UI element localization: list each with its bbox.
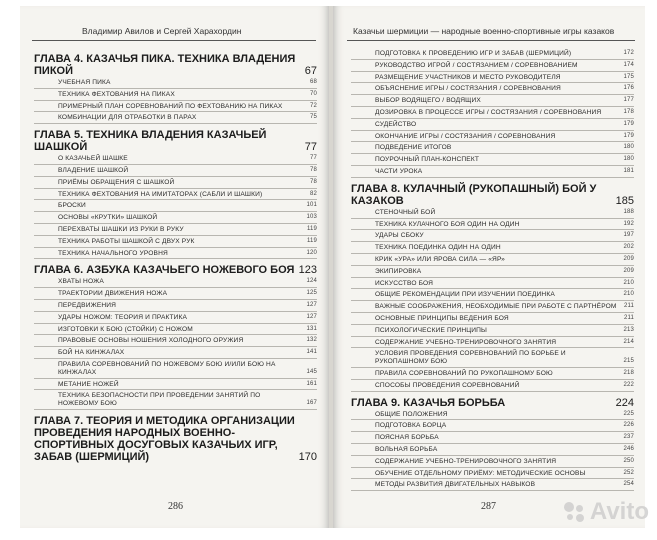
toc-entry-title: ПОДВЕДЕНИЕ ИТОГОВ [375,144,452,152]
toc-entry-page: 209 [623,255,634,262]
toc-entry-page: 131 [306,325,317,332]
toc-entry-title: ПРАВИЛА СОРЕВНОВАНИЙ ПО НОЖЕВОМУ БОЮ И/ИЛИ БОЮ НА КИНЖАЛАХ [58,360,276,376]
avito-watermark [564,498,649,526]
toc-entry-title: ОСНОВЫ «КРУТКИ» ШАШКОЙ [58,214,158,222]
toc-entry-page: 237 [623,434,634,441]
toc-entry-page: 252 [623,469,634,476]
toc-entry-page: 167 [306,400,317,407]
toc-entry [351,60,634,72]
toc-entry-title: ЧАСТИ УРОКА [375,167,423,175]
toc-entry-page: 226 [623,422,634,429]
toc-entry [34,324,317,336]
toc-entry-page: 254 [623,481,634,488]
toc-entry-title: ТЕХНИКА КУЛАЧНОГО БОЯ ОДИН НА ОДИН [375,220,520,228]
toc-entry-title: РУКОВОДСТВО ИГРОЙ / СОСТЯЗАНИЕМ / СОРЕВНОВАНИЕМ [375,61,578,69]
toc-entry [351,348,634,368]
toc-entry [351,230,634,242]
left-page [20,6,329,528]
chapter-title: ГЛАВА 9. КАЗАЧЬЯ БОРЬБА [351,396,506,409]
right-page [333,6,645,528]
toc-entry [351,420,634,432]
toc-entry [351,301,634,313]
toc-entry-title: ВОЛЬНАЯ БОРЬБА [375,445,438,453]
toc-entry-page: 192 [623,220,634,227]
toc-entry [34,276,317,288]
toc-entry-page: 119 [306,237,317,244]
toc-entry-page: 161 [306,380,317,387]
toc-entry-title: ТЕХНИКА БЕЗОПАСНОСТИ ПРИ ПРОВЕДЕНИИ ЗАНЯТИЙ ПО НОЖЕВОМУ БОЮ [58,392,261,408]
toc-entry-page: 222 [623,381,634,388]
toc-entry [351,337,634,349]
avito-logo-icon [564,501,586,523]
toc-entry [34,379,317,391]
chapter-heading [351,397,634,409]
chapter-page: 170 [298,450,317,463]
toc-entry-page: 218 [623,369,634,376]
toc-entry-page: 125 [306,290,317,297]
chapter-heading [34,129,317,153]
watermark-text: Avito [589,498,649,525]
toc-entry [34,89,317,101]
toc-entry-title: БРОСКИ [58,202,86,210]
toc-entry-title: СУДЕЙСТВО [375,120,417,128]
toc-entry-title: ТЕХНИКА ФЕХТОВАНИЯ НА ИМИТАТОРАХ (САБЛИ И ШАШКИ) [58,190,263,198]
toc-entry-page: 188 [623,208,634,215]
chapter-title: ГЛАВА 5. ТЕХНИКА ВЛАДЕНИЯ КАЗАЧЬЕЙ ШАШКОЙ [34,129,267,154]
toc-entry-page: 180 [623,156,634,163]
toc-entry [351,166,634,178]
toc-entry [351,432,634,444]
toc-entry [351,289,634,301]
toc-entry-page: 77 [310,155,317,162]
toc-entry [351,207,634,219]
toc-entry [34,212,317,224]
toc-entry-title: О КАЗАЧЬЕЙ ШАШКЕ [58,155,128,163]
toc-entry-page: 225 [623,410,634,417]
toc-entry-page: 246 [623,445,634,452]
toc-entry-title: БОЙ НА КИНЖАЛАХ [58,349,125,357]
toc-entry [34,101,317,113]
toc-entry-page: 141 [306,349,317,356]
toc-entry [351,119,634,131]
toc-entry-page: 119 [306,225,317,232]
chapter-title: ГЛАВА 4. КАЗАЧЬЯ ПИКА. ТЕХНИКА ВЛАДЕНИЯ ПИКОЙ [34,53,296,77]
toc-entry-title: СПОСОБЫ ПРОВЕДЕНИЯ СОРЕВНОВАНИЙ [375,381,520,389]
chapter-title: ГЛАВА 7. ТЕОРИЯ И МЕТОДИКА ОРГАНИЗАЦИИ ПРОВЕДЕНИЯ НАРОДНЫХ ВОЕННО-СПОРТИВНЫХ ДОСУГОВЫХ КАЗАЧЬИХ ИГР, ЗАБАВ (ШЕРМИЦИЙ) [34,414,295,463]
toc-entry-page: 209 [623,267,634,274]
chapter-title: ГЛАВА 6. АЗБУКА КАЗАЧЬЕГО НОЖЕВОГО БОЯ [34,264,295,277]
toc-entry-title: СОДЕРЖАНИЕ УЧЕБНО-ТРЕНИРОВОЧНОГО ЗАНЯТИЯ [375,338,557,346]
toc-entry-title: ПОУРОЧНЫЙ ПЛАН-КОНСПЕКТ [375,156,480,164]
page-number: 286 [168,501,183,512]
chapter-page: 67 [304,65,317,77]
page-number: 287 [481,501,496,512]
toc-entry-title: ВЛАДЕНИЕ ШАШКОЙ [58,166,129,174]
toc-entry-title: ОКОНЧАНИЕ ИГРЫ / СОСТЯЗАНИЯ / СОРЕВНОВАНИЯ [375,132,556,140]
toc-entry [351,380,634,392]
toc-entry-title: ПРИМЕРНЫЙ ПЛАН СОРЕВНОВАНИЙ ПО ФЕХТОВАНИЮ НА ПИКАХ [58,102,283,110]
toc-entry-title: ТЕХНИКА ФЕХТОВАНИЯ НА ПИКАХ [58,90,175,98]
toc-entry-title: ОБЩИЕ РЕКОМЕНДАЦИИ ПРИ ИЗУЧЕНИИ ПОЕДИНКА [375,291,555,299]
toc-entry [351,278,634,290]
toc-entry [34,248,317,260]
toc-entry [351,468,634,480]
toc-entry-title: МЕТАНИЕ НОЖЕЙ [58,380,119,388]
toc-entry-page: 72 [310,102,317,109]
toc-entry [34,153,317,165]
chapter-heading [34,264,317,276]
toc-entry-page: 180 [623,144,634,151]
toc-entry-title: ВАЖНЫЕ СООБРАЖЕНИЯ, НЕОБХОДИМЫЕ ПРИ РАБОТЕ С ПАРТНЁРОМ [375,303,617,311]
toc-entry-page: 101 [306,202,317,209]
toc-entry-title: ПОДГОТОВКА К ПРОВЕДЕНИЮ ИГР И ЗАБАВ (ШЕРМИЦИЙ) [375,50,572,57]
toc-entry-title: ТРАЕКТОРИИ ДВИЖЕНИЯ НОЖА [58,290,168,298]
chapter-title: ГЛАВА 8. КУЛАЧНЫЙ (РУКОПАШНЫЙ) БОЙ У КАЗАКОВ [351,182,597,207]
table-of-contents [351,48,634,491]
toc-entry-page: 178 [623,108,634,115]
toc-entry [351,313,634,325]
toc-entry-title: РАЗМЕЩЕНИЕ УЧАСТНИКОВ И МЕСТО РУКОВОДИТЕЛЯ [375,73,561,81]
toc-entry [351,242,634,254]
header-rule [32,40,316,41]
toc-entry-page: 250 [623,457,634,464]
toc-entry [34,236,317,248]
toc-entry-title: КРИК «УРА» ИЛИ ЯРОВА СИЛА — «ЯР» [375,255,505,263]
toc-entry [34,347,317,359]
toc-entry [351,444,634,456]
toc-entry-page: 215 [623,358,634,365]
toc-entry [351,72,634,84]
toc-entry-title: ОБЪЯСНЕНИЕ ИГРЫ / СОСТЯЗАНИЯ / СОРЕВНОВАНИЯ [375,85,561,93]
toc-entry [34,312,317,324]
toc-entry [34,390,317,410]
chapter-heading [34,415,317,463]
toc-entry-title: ОСНОВНЫЕ ПРИНЦИПЫ ВЕДЕНИЯ БОЯ [375,314,509,322]
toc-entry-title: ХВАТЫ НОЖА [58,278,104,286]
toc-entry-page: 127 [306,313,317,320]
toc-entry-title: УЧЕБНАЯ ПИКА [58,79,111,86]
toc-entry-page: 211 [623,303,634,310]
toc-entry [351,254,634,266]
toc-entry-page: 175 [623,73,634,80]
chapter-page: 185 [615,194,634,207]
toc-entry [34,200,317,212]
toc-entry [351,368,634,380]
toc-entry-page: 132 [306,337,317,344]
toc-entry-page: 210 [623,291,634,298]
toc-entry [34,165,317,177]
toc-entry-title: ПЕРЕДВИЖЕНИЯ [58,301,117,309]
toc-entry-page: 177 [623,97,634,104]
toc-entry [351,131,634,143]
toc-entry-title: СОДЕРЖАНИЕ УЧЕБНО-ТРЕНИРОВОЧНОГО ЗАНЯТИЯ [375,457,557,465]
toc-entry-page: 82 [310,190,317,197]
toc-entry-title: МЕТОДЫ РАЗВИТИЯ ДВИГАТЕЛЬНЫХ НАВЫКОВ [375,481,536,489]
toc-entry-page: 120 [306,249,317,256]
toc-entry-title: ТЕХНИКА НАЧАЛЬНОГО УРОВНЯ [58,249,168,257]
toc-entry-page: 78 [310,166,317,173]
toc-entry [351,83,634,95]
toc-entry [351,266,634,278]
toc-entry-title: ТЕХНИКА ПОЕДИНКА ОДИН НА ОДИН [375,244,501,252]
running-header: Владимир Авилов и Сергей Харахордин [82,26,242,36]
toc-entry-page: 68 [310,79,317,85]
toc-entry-title: ОБУЧЕНИЕ ОТДЕЛЬНОМУ ПРИЁМУ: МЕТОДИЧЕСКИЕ ОСНОВЫ [375,469,586,477]
header-rule [347,40,635,41]
chapter-page: 224 [615,396,634,409]
toc-entry [34,112,317,124]
chapter-heading [34,53,317,77]
toc-entry [34,77,317,89]
toc-entry [351,219,634,231]
toc-entry-title: ТЕХНИКА РАБОТЫ ШАШКОЙ С ДВУХ РУК [58,237,195,245]
toc-entry-page: 145 [306,368,317,375]
toc-entry [34,300,317,312]
chapter-page: 123 [298,264,317,277]
toc-entry-title: УСЛОВИЯ ПРОВЕДЕНИЯ СОРЕВНОВАНИЙ ПО БОРЬБЕ И РУКОПАШНОМУ БОЮ [375,350,566,366]
toc-entry-page: 127 [306,301,317,308]
toc-entry-title: ДОЗИРОВКА В ПРОЦЕССЕ ИГРЫ / СОСТЯЗАНИЯ / СОРЕВНОВАНИЯ [375,108,602,116]
toc-entry [351,479,634,491]
toc-entry-page: 210 [623,279,634,286]
toc-entry-page: 214 [623,338,634,345]
toc-entry-title: СТЕНОЧНЫЙ БОЙ [375,208,436,216]
toc-entry-page: 78 [310,178,317,185]
toc-entry-title: ИЗГОТОВКИ К БОЮ (СТОЙКИ) С НОЖОМ [58,325,193,333]
toc-entry [34,288,317,300]
toc-entry-title: ПСИХОЛОГИЧЕСКИЕ ПРИНЦИПЫ [375,326,488,334]
toc-entry-title: ПЕРЕХВАТЫ ШАШКИ ИЗ РУКИ В РУКУ [58,225,184,233]
toc-entry-page: 124 [306,278,317,285]
toc-entry [351,142,634,154]
toc-entry-title: ПРИЁМЫ ОБРАЩЕНИЯ С ШАШКОЙ [58,178,175,186]
toc-entry [351,107,634,119]
toc-entry-page: 103 [306,214,317,221]
toc-entry-title: ПРАВОВЫЕ ОСНОВЫ НОШЕНИЯ ХОЛОДНОГО ОРУЖИЯ [58,337,244,345]
chapter-heading [351,183,634,207]
toc-entry-title: УДАРЫ НОЖОМ: ТЕОРИЯ И ПРАКТИКА [58,313,188,321]
toc-entry [351,409,634,421]
chapter-page: 77 [304,141,317,154]
toc-entry-page: 75 [310,114,317,121]
toc-entry [34,359,317,379]
toc-entry-page: 179 [623,120,634,127]
toc-entry-page: 70 [310,90,317,97]
toc-entry-page: 179 [623,132,634,139]
toc-entry [34,189,317,201]
toc-entry-page: 213 [623,326,634,333]
toc-entry [351,48,634,60]
toc-entry [351,325,634,337]
toc-entry-page: 174 [623,61,634,68]
toc-entry-title: ОБЩИЕ ПОЛОЖЕНИЯ [375,410,448,418]
toc-entry-title: ПРАВИЛА СОРЕВНОВАНИЙ ПО РУКОПАШНОМУ БОЮ [375,369,553,377]
toc-entry [351,95,634,107]
toc-entry [351,456,634,468]
toc-entry-page: 181 [623,167,634,174]
toc-entry-page: 176 [623,85,634,92]
table-of-contents [34,48,317,463]
toc-entry [34,335,317,347]
toc-entry-title: УДАРЫ СБОКУ [375,232,424,240]
toc-entry-page: 197 [623,232,634,239]
toc-entry-title: ЭКИПИРОВКА [375,267,422,275]
toc-entry-title: ПОЯСНАЯ БОРЬБА [375,434,439,442]
toc-entry [34,224,317,236]
toc-entry-title: ИСКУССТВО БОЯ [375,279,434,287]
toc-entry-title: ВЫБОР ВОДЯЩЕГО / ВОДЯЩИХ [375,97,481,105]
toc-entry [351,154,634,166]
toc-entry-page: 172 [623,50,634,56]
toc-entry-title: КОМБИНАЦИИ ДЛЯ ОТРАБОТКИ В ПАРАХ [58,114,197,122]
book-spread [20,6,645,528]
toc-entry-page: 202 [623,244,634,251]
running-header: Казачьи шермиции — народные военно-спортивные игры казаков [353,26,615,36]
toc-entry-page: 211 [623,314,634,321]
toc-entry-title: ПОДГОТОВКА БОРЦА [375,422,447,430]
toc-entry [34,177,317,189]
